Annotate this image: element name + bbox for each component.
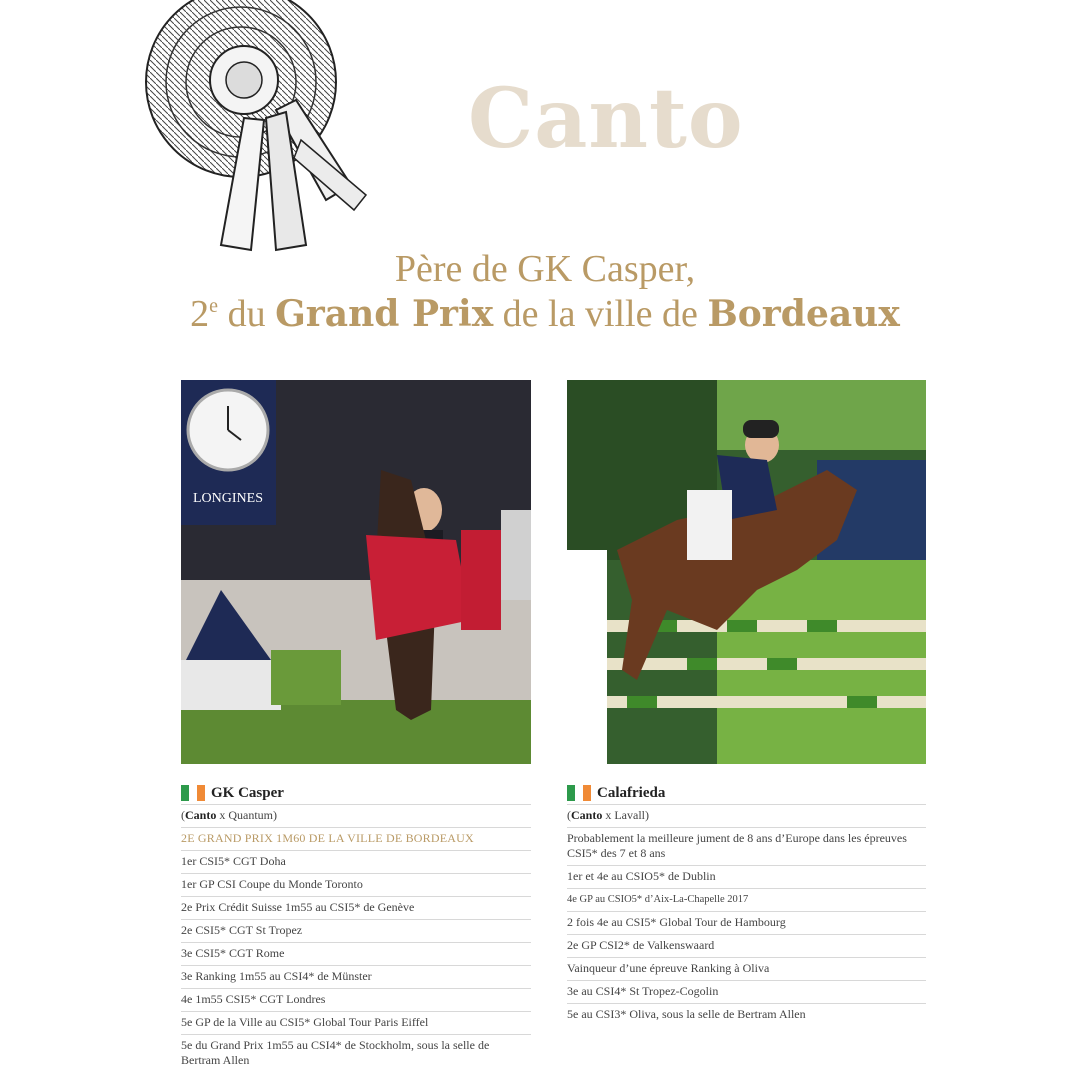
subtitle-line-2	[150, 295, 940, 333]
pedigree-dam-sire: x Quantum	[216, 808, 274, 822]
result-item: 2E GRAND PRIX 1M60 DE LA VILLE DE BORDEAUX	[181, 828, 531, 851]
pedigree-row: (Canto x Lavall)	[567, 805, 926, 828]
right-results-column	[567, 782, 926, 1026]
result-item: 1er GP CSI Coupe du Monde Toronto	[181, 874, 531, 897]
left-results-column	[181, 782, 531, 1072]
photo-horse-jumping	[567, 380, 926, 764]
result-item: 5e du Grand Prix 1m55 au CSI4* de Stockholm, sous la selle de Bertram Allen	[181, 1038, 490, 1067]
photo-horse-red-blanket	[181, 380, 531, 764]
result-item: 4e 1m55 CSI5* CGT Londres	[181, 989, 531, 1012]
subtitle-part-a: du	[218, 293, 276, 335]
result-item: 2e CSI5* CGT St Tropez	[181, 920, 531, 943]
subtitle-grand-prix: Grand Prix	[275, 293, 494, 335]
results-list	[567, 828, 926, 1026]
subtitle-part-b: de la ville de	[493, 293, 708, 335]
subtitle-line-1: Père de GK Casper,	[394, 248, 696, 290]
horse-header-calafrieda	[567, 782, 926, 805]
result-item: 2 fois 4e au CSI5* Global Tour de Hambourg	[567, 912, 926, 935]
result-item: 3e Ranking 1m55 au CSI4* de Münster	[181, 966, 531, 989]
subtitle-rank-sup: e	[209, 295, 219, 317]
result-item: Probablement la meilleure jument de 8 ans d’Europe dans les épreuves CSI5* des 7 et 8 ans	[567, 828, 926, 866]
result-item: 3e au CSI4* St Tropez-Cogolin	[567, 981, 926, 1004]
pedigree-sire: Canto	[185, 808, 217, 822]
result-item: 2e GP CSI2* de Valkenswaard	[567, 935, 926, 958]
subtitle-bordeaux: Bordeaux	[707, 293, 900, 335]
result-item: 1er CSI5* CGT Doha	[181, 851, 531, 874]
horse-name: GK Casper	[211, 784, 284, 801]
rosette-ribbon-illustration	[126, 0, 376, 255]
result-item: 5e au CSI3* Oliva, sous la selle de Bertram Allen	[567, 1007, 806, 1021]
irish-flag-icon	[181, 785, 205, 801]
result-item: 4e GP au CSIO5* d’Aix-La-Chapelle 2017	[567, 889, 926, 912]
pedigree-row: (Canto x Quantum)	[181, 805, 531, 828]
page-title: Canto	[468, 71, 744, 167]
results-list	[181, 828, 531, 1072]
subtitle-rank: 2	[190, 293, 210, 335]
result-item: Vainqueur d’une épreuve Ranking à Oliva	[567, 958, 926, 981]
result-item: 1er et 4e au CSIO5* de Dublin	[567, 866, 926, 889]
horse-header-gk-casper	[181, 782, 531, 805]
result-item: 2e Prix Crédit Suisse 1m55 au CSI5* de Genève	[181, 897, 531, 920]
svg-text:LONGINES: LONGINES	[193, 491, 263, 506]
horse-name: Calafrieda	[597, 784, 666, 801]
result-item: 3e CSI5* CGT Rome	[181, 943, 531, 966]
pedigree-sire: Canto	[571, 808, 603, 822]
irish-flag-icon	[567, 785, 591, 801]
result-item: 5e GP de la Ville au CSI5* Global Tour Paris Eiffel	[181, 1012, 531, 1035]
pedigree-dam-sire: x Lavall	[602, 808, 645, 822]
